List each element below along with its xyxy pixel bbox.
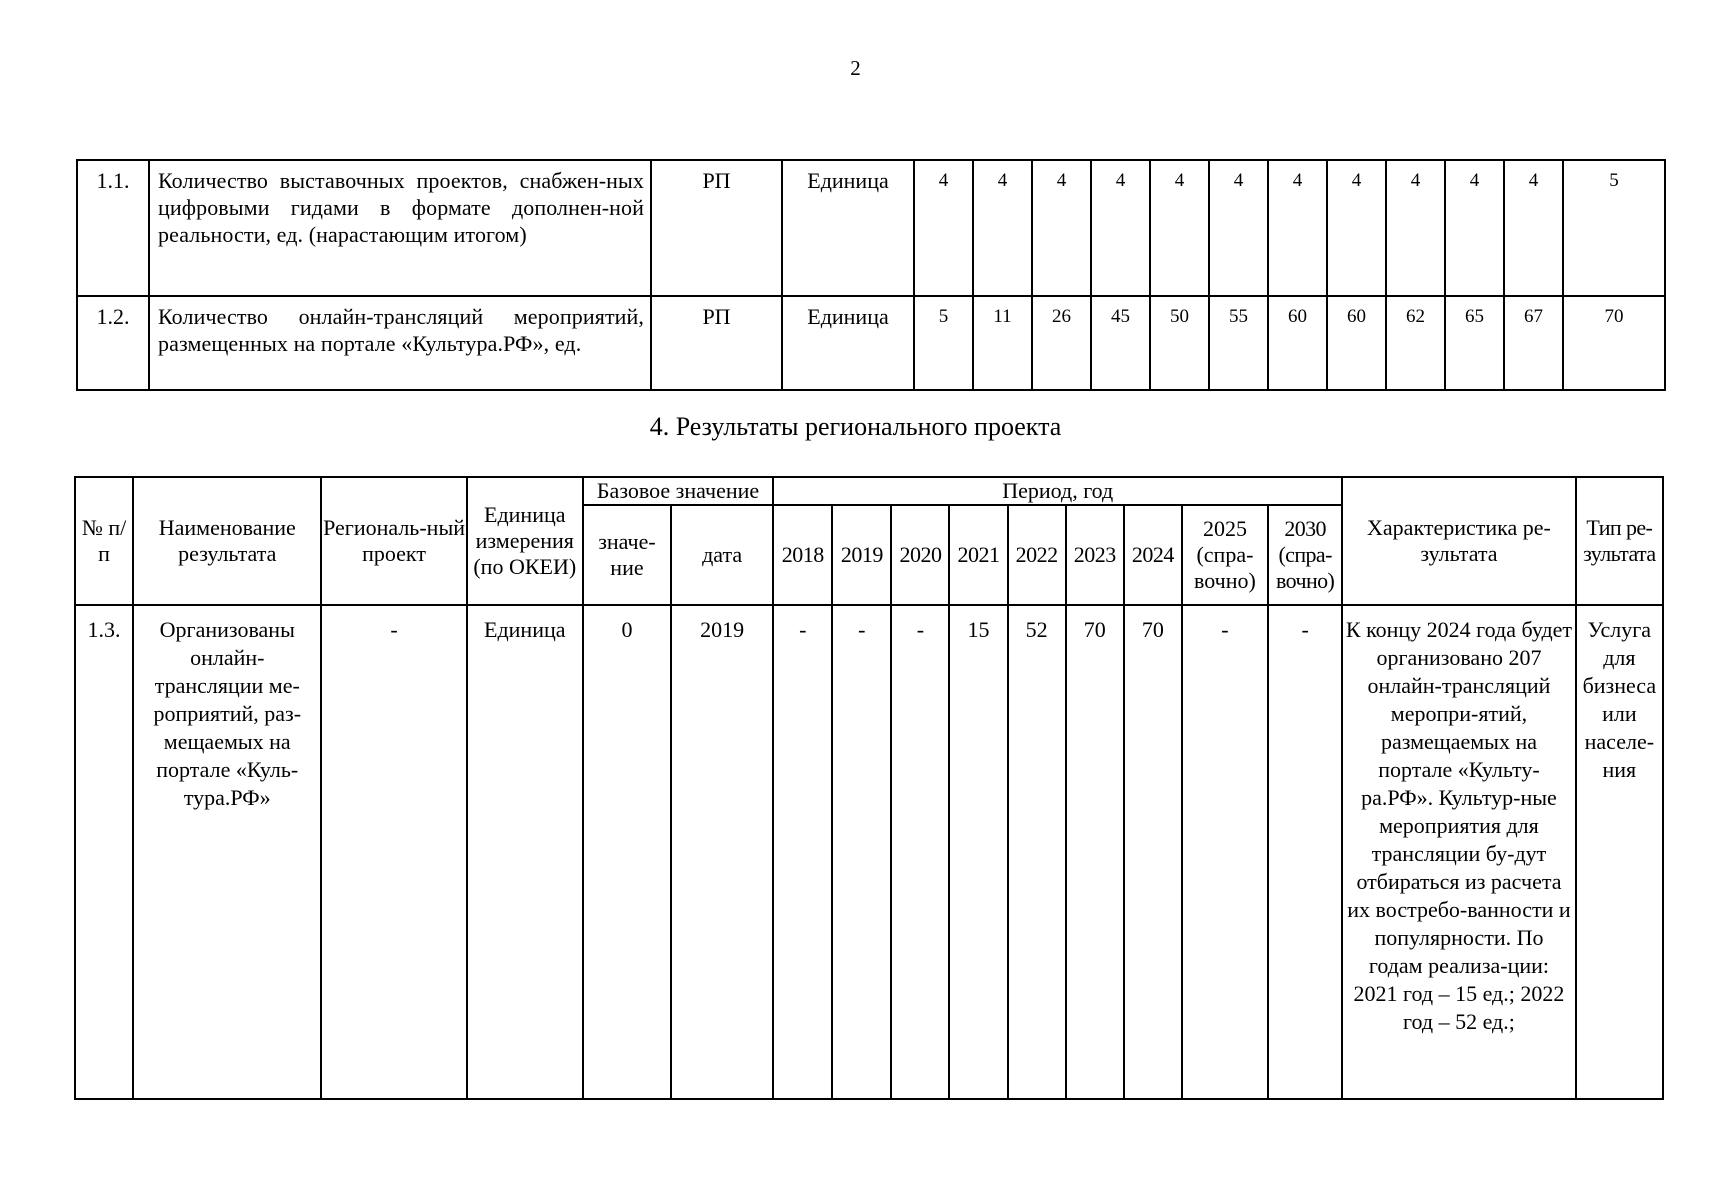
- project-cell: РП: [651, 160, 782, 296]
- base-value-cell: 0: [583, 605, 671, 1099]
- header-year: 2019: [832, 505, 891, 605]
- value-cell: 4: [1209, 160, 1268, 296]
- year-value-cell: -: [773, 605, 832, 1099]
- year-2025-cell: -: [1182, 605, 1268, 1099]
- base-date-cell: 2019: [671, 605, 773, 1099]
- year-value-cell: 52: [1008, 605, 1066, 1099]
- year-value-cell: 70: [1124, 605, 1182, 1099]
- header-year-2030: 2030 (спра-вочно): [1268, 505, 1342, 605]
- header-period: Период, год: [773, 477, 1342, 505]
- header-base-value: Базовое значение: [583, 477, 773, 505]
- value-cell: 45: [1091, 296, 1150, 390]
- regional-project-cell: -: [321, 605, 466, 1099]
- header-type: Тип ре-зультата: [1576, 477, 1663, 605]
- header-characteristic: Характеристика ре-зультата: [1342, 477, 1575, 605]
- value-cell: 5: [914, 296, 973, 390]
- year-value-cell: -: [891, 605, 949, 1099]
- table-row: [77, 296, 1665, 390]
- page-number: 2: [850, 56, 861, 80]
- value-cell: 4: [1504, 160, 1563, 296]
- characteristic-cell: К концу 2024 года будет организовано 207 онлайн-трансляций меропри-ятий, размещаемых на портале «Культу-ра.РФ». Культур-ные мероприятия для трансляции бу-дут отбираться из расчета их востребо-ванности и популярности. По годам реализа-ции: 2021 год – 15 ед.; 2022 год – 52 ед.;: [1342, 605, 1575, 1099]
- header-unit: Единица измерения (по ОКЕИ): [467, 477, 583, 605]
- header-base-value-date: дата: [671, 505, 773, 605]
- indicators-table: [76, 159, 1666, 391]
- value-cell: 4: [973, 160, 1032, 296]
- header-regional-project: Региональ-ный проект: [321, 477, 466, 605]
- header-row: [75, 477, 1663, 505]
- value-cell: 60: [1327, 296, 1386, 390]
- header-year: 2022: [1008, 505, 1066, 605]
- value-cell: 4: [1327, 160, 1386, 296]
- header-year-2025: 2025 (спра-вочно): [1182, 505, 1268, 605]
- result-name: Организованы онлайн-трансляции ме-роприятий, раз-мещаемых на портале «Куль-тура.РФ»: [133, 605, 321, 1099]
- header-year: 2021: [949, 505, 1007, 605]
- indicator-name: Количество онлайн-трансляций мероприятий, размещенных на портале «Культура.РФ», ед.: [149, 296, 651, 390]
- indicator-name: Количество выставочных проектов, снабжен-ных цифровыми гидами в формате дополнен-ной реальности, ед. (нарастающим итогом): [149, 160, 651, 296]
- type-cell: Услуга для бизнеса или населе-ния: [1576, 605, 1663, 1099]
- value-cell: 4: [1386, 160, 1445, 296]
- value-cell: 4: [1091, 160, 1150, 296]
- header-year: 2018: [773, 505, 832, 605]
- unit-cell: Единица: [467, 605, 583, 1099]
- value-cell: 4: [1150, 160, 1209, 296]
- value-cell: 5: [1563, 160, 1665, 296]
- unit-cell: Единица: [782, 296, 914, 390]
- value-cell: 4: [914, 160, 973, 296]
- year-value-cell: 15: [949, 605, 1007, 1099]
- value-cell: 26: [1032, 296, 1091, 390]
- table-row: [77, 160, 1665, 296]
- section-title: 4. Результаты регионального проекта: [649, 412, 1062, 441]
- header-num: № п/п: [75, 477, 133, 605]
- project-cell: РП: [651, 296, 782, 390]
- value-cell: 60: [1268, 296, 1327, 390]
- table-row: [75, 605, 1663, 1099]
- results-table: [74, 476, 1664, 1100]
- year-value-cell: 70: [1066, 605, 1124, 1099]
- unit-cell: Единица: [782, 160, 914, 296]
- value-cell: 50: [1150, 296, 1209, 390]
- value-cell: 11: [973, 296, 1032, 390]
- value-cell: 70: [1563, 296, 1665, 390]
- year-value-cell: -: [832, 605, 891, 1099]
- header-year: 2020: [891, 505, 949, 605]
- header-name: Наименование результата: [133, 477, 321, 605]
- value-cell: 4: [1032, 160, 1091, 296]
- value-cell: 4: [1445, 160, 1504, 296]
- value-cell: 55: [1209, 296, 1268, 390]
- header-year: 2023: [1066, 505, 1124, 605]
- value-cell: 4: [1268, 160, 1327, 296]
- year-2030-cell: -: [1268, 605, 1342, 1099]
- value-cell: 62: [1386, 296, 1445, 390]
- row-number: 1.3.: [75, 605, 133, 1099]
- value-cell: 67: [1504, 296, 1563, 390]
- row-number: 1.1.: [77, 160, 149, 296]
- value-cell: 65: [1445, 296, 1504, 390]
- header-base-value-value: значе-ние: [583, 505, 671, 605]
- header-year: 2024: [1124, 505, 1182, 605]
- row-number: 1.2.: [77, 296, 149, 390]
